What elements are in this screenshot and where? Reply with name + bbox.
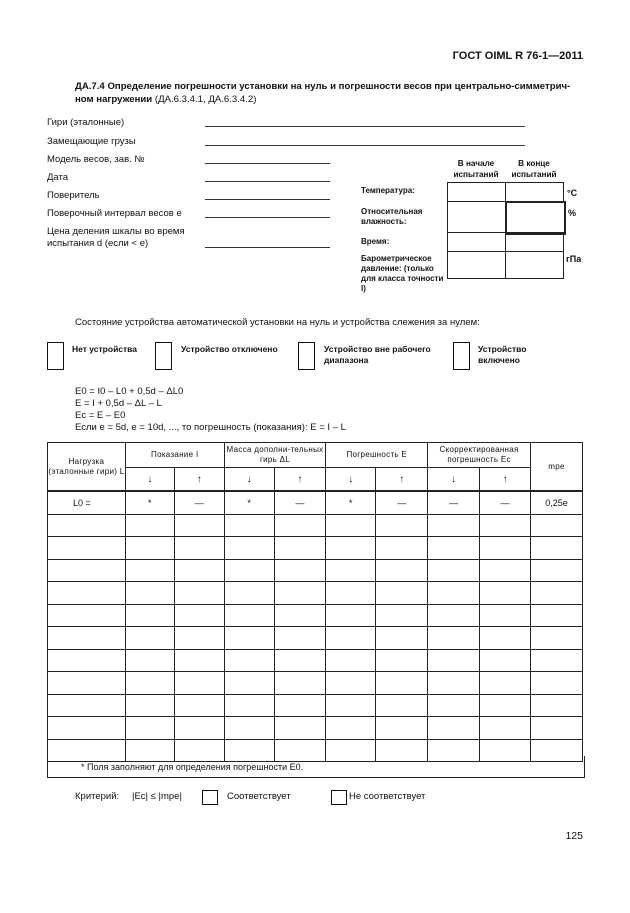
table-row: [48, 559, 583, 582]
table-cell[interactable]: [326, 559, 376, 582]
formula-note: Если e = 5d, e = 10d, ..., то погрешность (показания): E = I – L: [75, 422, 346, 433]
field-label-division: Цена деления шкалы во время испытания d (если < e): [47, 226, 185, 249]
condition-label-pressure: Барометрическое давление: (только для класса точности I): [361, 254, 444, 293]
table-cell[interactable]: [428, 559, 480, 582]
condition-label-temperature: Температура:: [361, 186, 415, 195]
field-label-verifier: Поверитель: [47, 190, 100, 201]
checkbox-device-on-label: Устройство включено: [478, 344, 527, 365]
field-line-division[interactable]: [205, 247, 330, 248]
table-cell[interactable]: [376, 582, 428, 605]
table-cell[interactable]: [174, 537, 224, 560]
table-row: [48, 627, 583, 650]
table-cell[interactable]: [326, 514, 376, 537]
table-cell[interactable]: [274, 694, 326, 717]
arrow-up-icon: ↑: [274, 468, 326, 492]
document-header: ГОСТ OIML R 76-1—2011: [452, 50, 583, 62]
table-cell[interactable]: [48, 537, 126, 560]
formula-e: E = I + 0,5d – ΔL – L: [75, 398, 162, 409]
table-cell[interactable]: [531, 627, 583, 650]
header-load: Нагрузка (эталонные гири) L: [48, 443, 126, 492]
table-cell[interactable]: [428, 582, 480, 605]
table-row: [48, 537, 583, 560]
table-cell: —: [376, 491, 428, 514]
field-line-weights[interactable]: [205, 126, 525, 127]
header-indication: Показание I: [125, 443, 224, 468]
table-cell[interactable]: [224, 514, 274, 537]
table-cell[interactable]: [174, 649, 224, 672]
table-cell[interactable]: [174, 604, 224, 627]
field-line-model[interactable]: [205, 163, 330, 164]
table-cell[interactable]: [224, 717, 274, 740]
checkbox-device-on[interactable]: [453, 342, 470, 370]
table-row: [48, 672, 583, 695]
table-cell[interactable]: [480, 694, 531, 717]
unit-temperature: °С: [567, 188, 578, 198]
field-line-substitute[interactable]: [205, 145, 525, 146]
field-line-verifier[interactable]: [205, 199, 330, 200]
checkbox-fail[interactable]: [331, 790, 347, 805]
table-cell[interactable]: [326, 604, 376, 627]
table-cell: —: [174, 491, 224, 514]
table-cell[interactable]: [480, 627, 531, 650]
table-cell: —: [428, 491, 480, 514]
table-cell[interactable]: [174, 627, 224, 650]
time-start-cell[interactable]: [447, 232, 506, 252]
table-cell[interactable]: [531, 559, 583, 582]
arrow-up-icon: ↑: [480, 468, 531, 492]
table-cell[interactable]: [174, 582, 224, 605]
table-footnote-row: [47, 756, 585, 778]
table-cell[interactable]: [274, 717, 326, 740]
table-cell[interactable]: [224, 694, 274, 717]
condition-label-humidity: Относительная влажность:: [361, 207, 423, 226]
temp-end-cell[interactable]: [505, 182, 564, 202]
table-cell[interactable]: [125, 717, 174, 740]
table-cell[interactable]: [224, 604, 274, 627]
table-cell[interactable]: [48, 627, 126, 650]
table-cell[interactable]: [480, 649, 531, 672]
checkbox-device-out-of-range[interactable]: [298, 342, 315, 370]
table-cell[interactable]: [125, 537, 174, 560]
table-cell[interactable]: [531, 649, 583, 672]
pressure-start-cell[interactable]: [447, 251, 506, 279]
table-cell[interactable]: [174, 559, 224, 582]
table-cell[interactable]: [125, 514, 174, 537]
arrow-down-icon: ↓: [326, 468, 376, 492]
table-cell[interactable]: [480, 604, 531, 627]
table-cell[interactable]: [428, 717, 480, 740]
table-cell[interactable]: [428, 672, 480, 695]
table-cell[interactable]: [48, 649, 126, 672]
table-cell[interactable]: [326, 627, 376, 650]
table-row: [48, 514, 583, 537]
zero-device-prompt: Состояние устройства автоматической установки на нуль и устройства слежения за нулем:: [75, 317, 480, 328]
field-label-date: Дата: [47, 172, 69, 183]
table-cell[interactable]: [531, 717, 583, 740]
checkbox-no-device-label: Нет устройства: [72, 344, 138, 354]
header-extra-mass: Масса дополни-тельных гирь ΔL: [224, 443, 326, 468]
table-cell[interactable]: [376, 717, 428, 740]
table-cell[interactable]: [428, 627, 480, 650]
humidity-end-cell[interactable]: [505, 201, 566, 235]
table-cell[interactable]: [48, 694, 126, 717]
section-refs: (ДА.6.3.4.1, ДА.6.3.4.2): [154, 94, 257, 105]
formula-ec: Ec = E – E0: [75, 410, 126, 421]
table-cell[interactable]: [428, 537, 480, 560]
table-cell[interactable]: [531, 672, 583, 695]
table-cell: —: [274, 491, 326, 514]
header-mpe: mpe: [531, 443, 583, 492]
table-cell[interactable]: [480, 672, 531, 695]
table-cell[interactable]: [531, 604, 583, 627]
table-cell[interactable]: [125, 582, 174, 605]
table-cell[interactable]: [274, 582, 326, 605]
checkbox-device-out-of-range-label: Устройство вне рабочего диапазона: [324, 344, 431, 365]
table-cell[interactable]: [224, 537, 274, 560]
table-cell[interactable]: [376, 537, 428, 560]
row-l0-mpe: 0,25e: [531, 491, 583, 514]
arrow-down-icon: ↓: [224, 468, 274, 492]
table-row: [48, 694, 583, 717]
table-cell[interactable]: [480, 582, 531, 605]
pressure-end-cell[interactable]: [505, 251, 564, 279]
criteria-formula: |Ec| ≤ |mpe|: [132, 791, 182, 802]
row-l0-load: L0 =: [48, 491, 126, 514]
table-cell[interactable]: [326, 694, 376, 717]
table-cell[interactable]: [480, 717, 531, 740]
field-label-interval: Поверочный интервал весов e: [47, 208, 182, 219]
conditions-col-end: В конце испытаний: [511, 159, 557, 179]
time-end-cell[interactable]: [505, 232, 564, 252]
table-cell[interactable]: [480, 559, 531, 582]
arrow-down-icon: ↓: [428, 468, 480, 492]
condition-label-time: Время:: [361, 237, 390, 246]
table-row: [48, 649, 583, 672]
field-label-model: Модель весов, зав. №: [47, 154, 145, 165]
table-cell[interactable]: [376, 649, 428, 672]
table-cell[interactable]: [224, 672, 274, 695]
table-row: [48, 604, 583, 627]
table-footnote: * Поля заполняют для определения погрешности E0.: [81, 762, 304, 772]
table-row: [48, 582, 583, 605]
table-cell[interactable]: [326, 582, 376, 605]
table-cell[interactable]: [274, 604, 326, 627]
table-cell: —: [480, 491, 531, 514]
table-cell[interactable]: [174, 717, 224, 740]
table-cell[interactable]: [376, 604, 428, 627]
checkbox-no-device[interactable]: [47, 342, 64, 370]
table-cell[interactable]: [274, 627, 326, 650]
table-cell: *: [326, 491, 376, 514]
table-cell: *: [125, 491, 174, 514]
section-title: [75, 80, 585, 106]
section-number: ДА.7.4: [75, 81, 105, 92]
error-table: [47, 442, 583, 762]
field-label-substitute: Замещающие грузы: [47, 136, 136, 147]
table-cell[interactable]: [531, 582, 583, 605]
table-cell[interactable]: [48, 514, 126, 537]
unit-pressure: гПа: [566, 254, 582, 264]
table-cell[interactable]: [326, 649, 376, 672]
table-cell[interactable]: [48, 717, 126, 740]
table-cell[interactable]: [376, 514, 428, 537]
arrow-up-icon: ↑: [174, 468, 224, 492]
table-cell[interactable]: [274, 672, 326, 695]
table-cell[interactable]: [326, 717, 376, 740]
page-number: 125: [565, 830, 583, 842]
humidity-start-cell[interactable]: [447, 201, 506, 233]
table-cell[interactable]: [531, 514, 583, 537]
table-cell[interactable]: [125, 604, 174, 627]
table-cell[interactable]: [48, 582, 126, 605]
table-cell[interactable]: [531, 537, 583, 560]
table-cell[interactable]: [274, 537, 326, 560]
table-cell[interactable]: [274, 649, 326, 672]
table-cell[interactable]: [376, 627, 428, 650]
table-cell[interactable]: [224, 582, 274, 605]
field-line-date[interactable]: [205, 181, 330, 182]
table-cell[interactable]: [125, 649, 174, 672]
table-row: [48, 717, 583, 740]
table-cell[interactable]: [174, 672, 224, 695]
conditions-col-start: В начале испытаний: [453, 159, 499, 179]
table-cell: *: [224, 491, 274, 514]
temp-start-cell[interactable]: [447, 182, 506, 202]
table-cell[interactable]: [224, 559, 274, 582]
table-cell[interactable]: [376, 672, 428, 695]
table-cell[interactable]: [224, 649, 274, 672]
section-title-text: Определение погрешности установки на нуль и погрешности весов при центрально-симметрич-ном нагружении: [75, 81, 571, 105]
header-corrected: Скорректированная погрешность Ec: [428, 443, 531, 468]
table-cell[interactable]: [480, 537, 531, 560]
table-cell[interactable]: [326, 537, 376, 560]
header-error: Погрешность E: [326, 443, 428, 468]
formula-e0: E0 = I0 – L0 + 0,5d – ΔL0: [75, 386, 184, 397]
arrow-up-icon: ↑: [376, 468, 428, 492]
table-cell[interactable]: [428, 514, 480, 537]
table-cell[interactable]: [125, 672, 174, 695]
table-cell[interactable]: [224, 627, 274, 650]
table-cell[interactable]: [174, 514, 224, 537]
table-cell[interactable]: [326, 672, 376, 695]
table-empty-rows: [48, 514, 583, 762]
table-cell[interactable]: [48, 672, 126, 695]
table-cell[interactable]: [376, 559, 428, 582]
table-cell[interactable]: [376, 694, 428, 717]
checkbox-device-off-label: Устройство отключено: [181, 344, 278, 354]
table-cell[interactable]: [531, 694, 583, 717]
criteria-label: Критерий:: [75, 791, 120, 802]
checkbox-pass[interactable]: [202, 790, 218, 805]
criteria-fail-label: Не соответствует: [349, 791, 426, 802]
criteria-pass-label: Соответствует: [227, 791, 291, 802]
table-cell[interactable]: [428, 604, 480, 627]
table-cell[interactable]: [480, 514, 531, 537]
table-cell[interactable]: [174, 694, 224, 717]
table-cell[interactable]: [274, 514, 326, 537]
field-label-weights: Гири (эталонные): [47, 117, 125, 128]
arrow-down-icon: ↓: [125, 468, 174, 492]
table-cell[interactable]: [125, 627, 174, 650]
unit-humidity: %: [568, 208, 577, 218]
checkbox-device-off[interactable]: [155, 342, 172, 370]
table-cell[interactable]: [125, 694, 174, 717]
table-cell[interactable]: [428, 649, 480, 672]
table-cell[interactable]: [428, 694, 480, 717]
table-cell[interactable]: [274, 559, 326, 582]
field-line-interval[interactable]: [205, 217, 330, 218]
table-cell[interactable]: [48, 559, 126, 582]
table-cell[interactable]: [48, 604, 126, 627]
table-cell[interactable]: [125, 559, 174, 582]
